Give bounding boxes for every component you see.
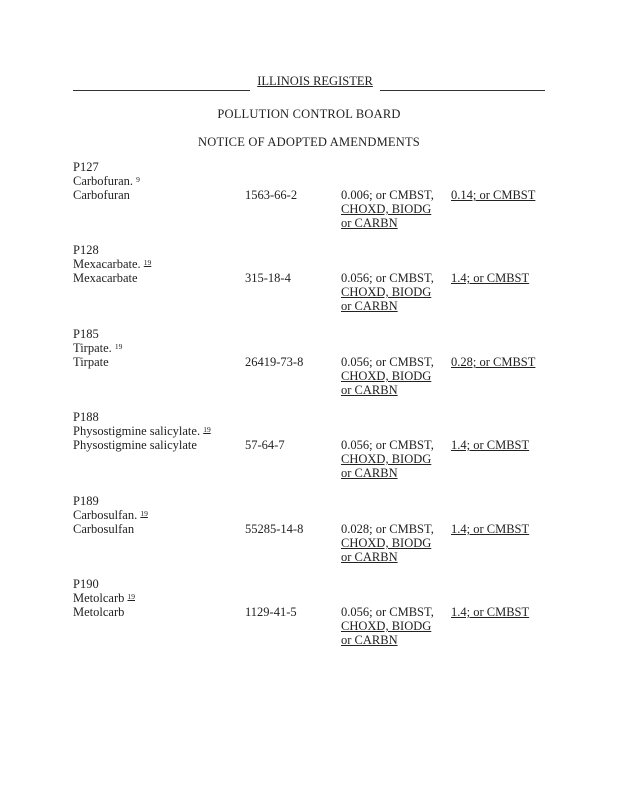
waste-code: P189 (73, 494, 99, 508)
footnote-ref: 9 (136, 175, 140, 184)
constituent-name: Carbosulfan (73, 522, 135, 536)
nonwastewater-standard: 1.4; or CMBST (451, 438, 530, 452)
waste-entry (73, 577, 553, 647)
nonwastewater-standard: 1.4; or CMBST (451, 605, 530, 619)
waste-code: P190 (73, 577, 99, 591)
heading-text: Carbofuran. (73, 174, 134, 188)
waste-entry (73, 410, 553, 480)
header-rule-left (73, 90, 250, 91)
header-rule-right (380, 90, 545, 91)
wastewater-standard-cont (73, 466, 553, 480)
waste-entry (73, 243, 553, 313)
wastewater-technology: CHOXD, BIODG (341, 369, 432, 383)
wastewater-standard-cont (73, 383, 553, 397)
wastewater-standard-cont (73, 369, 553, 383)
constituent-name: Physostigmine salicylate (73, 438, 197, 452)
constituent-row (73, 271, 553, 285)
constituent-heading (73, 257, 553, 271)
constituent-row (73, 438, 553, 452)
wastewater-technology-alt: or CARBN (341, 383, 398, 397)
nonwastewater-standard: 0.14; or CMBST (451, 188, 536, 202)
constituent-row (73, 355, 553, 369)
constituent-name: Carbofuran (73, 188, 130, 202)
cas-number: 26419-73-8 (245, 355, 304, 369)
waste-code: P188 (73, 410, 99, 424)
waste-entry (73, 494, 553, 564)
cas-number: 1129-41-5 (245, 605, 297, 619)
wastewater-technology-alt: or CARBN (341, 550, 398, 564)
constituent-name: Metolcarb (73, 605, 125, 619)
wastewater-technology: CHOXD, BIODG (341, 619, 432, 633)
heading-text: Carbosulfan. (73, 508, 138, 522)
wastewater-standard: 0.056; or CMBST, (341, 355, 434, 369)
wastewater-technology-alt: or CARBN (341, 216, 398, 230)
waste-entry (73, 327, 553, 397)
constituent-heading (73, 341, 553, 355)
wastewater-technology: CHOXD, BIODG (341, 452, 432, 466)
wastewater-technology-alt: or CARBN (341, 633, 398, 647)
heading-text: Physostigmine salicylate. (73, 424, 201, 438)
constituent-heading (73, 174, 553, 188)
wastewater-standard-cont (73, 216, 553, 230)
cas-number: 55285-14-8 (245, 522, 304, 536)
constituent-heading (73, 424, 553, 438)
constituent-heading (73, 591, 553, 605)
nonwastewater-standard: 0.28; or CMBST (451, 355, 536, 369)
wastewater-standard-cont (73, 619, 553, 633)
nonwastewater-standard: 1.4; or CMBST (451, 522, 530, 536)
footnote-ref: 19 (114, 342, 123, 351)
waste-code: P185 (73, 327, 99, 341)
wastewater-standard-cont (73, 202, 553, 216)
heading-text: Metolcarb (73, 591, 125, 605)
wastewater-standard-cont (73, 299, 553, 313)
footnote-ref: 19 (203, 425, 211, 434)
wastewater-standard-cont (73, 550, 553, 564)
wastewater-standard-cont (73, 633, 553, 647)
constituent-name: Mexacarbate (73, 271, 138, 285)
constituent-heading (73, 508, 553, 522)
waste-entry (73, 160, 553, 230)
wastewater-standard-cont (73, 536, 553, 550)
cas-number: 1563-66-2 (245, 188, 298, 202)
footnote-ref: 19 (143, 258, 152, 267)
wastewater-standard: 0.056; or CMBST, (341, 438, 434, 452)
cas-number: 57-64-7 (245, 438, 285, 452)
wastewater-standard-cont (73, 452, 553, 466)
notice-title: NOTICE OF ADOPTED AMENDMENTS (198, 135, 420, 149)
wastewater-standard: 0.056; or CMBST, (341, 605, 434, 619)
constituent-name: Tirpate (73, 355, 109, 369)
constituent-row (73, 605, 553, 619)
nonwastewater-standard: 1.4; or CMBST (451, 271, 530, 285)
wastewater-technology-alt: or CARBN (341, 466, 398, 480)
wastewater-technology-alt: or CARBN (341, 299, 398, 313)
constituent-row (73, 522, 553, 536)
wastewater-standard: 0.028; or CMBST, (341, 522, 434, 536)
journal-title: ILLINOIS REGISTER (257, 74, 373, 88)
waste-code: P128 (73, 243, 99, 257)
constituent-row (73, 188, 553, 202)
footnote-ref: 19 (140, 509, 148, 518)
wastewater-technology: CHOXD, BIODG (341, 285, 432, 299)
heading-text: Mexacarbate. (73, 257, 141, 271)
wastewater-technology: CHOXD, BIODG (341, 202, 432, 216)
wastewater-standard: 0.006; or CMBST, (341, 188, 434, 202)
agency-title: POLLUTION CONTROL BOARD (217, 107, 401, 121)
cas-number: 315-18-4 (245, 271, 291, 285)
wastewater-standard-cont (73, 285, 553, 299)
waste-code: P127 (73, 160, 99, 174)
heading-text: Tirpate. (73, 341, 112, 355)
wastewater-technology: CHOXD, BIODG (341, 536, 432, 550)
footnote-ref: 19 (127, 592, 135, 601)
wastewater-standard: 0.056; or CMBST, (341, 271, 434, 285)
